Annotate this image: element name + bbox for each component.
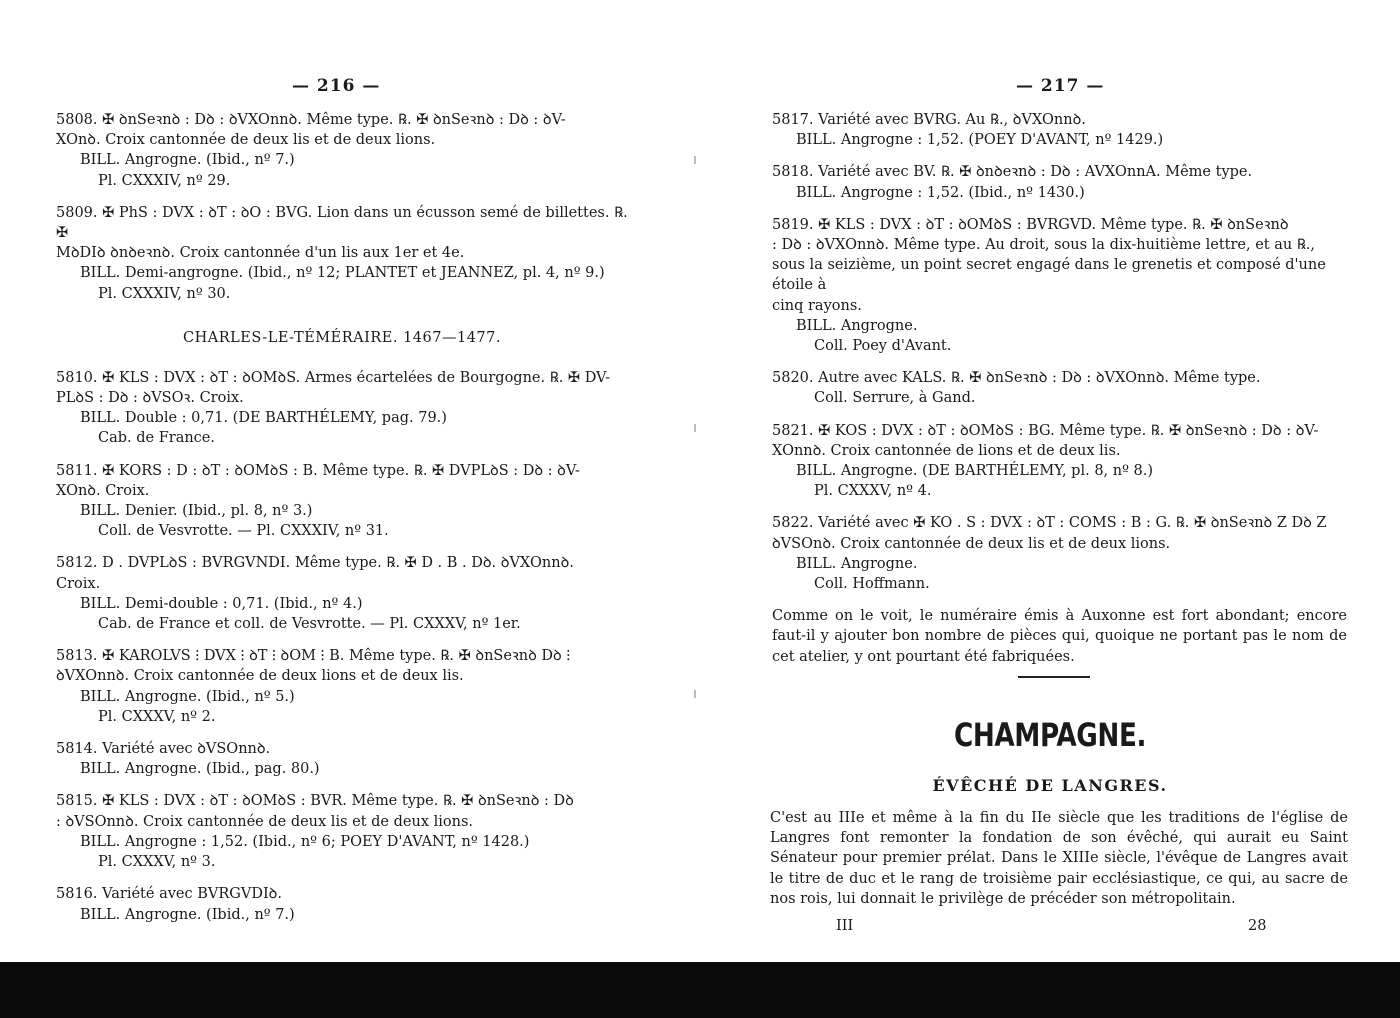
gutter-speck — [694, 690, 696, 698]
entry-reference-line: Pl. CXXXIV, nº 30. — [98, 285, 231, 302]
entry-line: 5810. ✠ KLS : DVX : ꝺT : ꝺOMꝺS. Armes écartelées de Bourgogne. ℞. ✠ DV- — [56, 369, 611, 386]
section-paragraph: C'est au IIIe et même à la fin du IIe siècle que les traditions de l'église de Langres font remonter la fondation de son évêché, qui aurait eu Saint Sénateur pour premier prélat. Dans le XIIIe siècle, l'évêque de Langres avait le titre de duc et le rang de troisième pair ecclésiastique, ce qui, au sacre de nos rois, lui donnait le privilège de précéder son métropolitain. — [770, 810, 1348, 907]
page-number-left: — 216 — — [292, 76, 381, 96]
entry-reference-line: Coll. de Vesvrotte. — Pl. CXXXIV, nº 31. — [98, 523, 389, 540]
entry-line: 5811. ✠ KORS : D : ꝺT : ꝺOMꝺS : B. Même type. ℞. ✠ DVPLꝺS : Dꝺ : ꝺV- — [56, 462, 580, 479]
entry-line: ꝺVXOnnꝺ. Croix cantonnée de deux lions et de deux lis. — [56, 668, 464, 685]
section-divider — [1018, 676, 1090, 678]
entry-metal-line: BILL. Angrogne. (Ibid., pag. 80.) — [80, 761, 320, 778]
entry-reference-line: Pl. CXXXV, nº 4. — [814, 483, 932, 500]
entry-metal-line: BILL. Angrogne. (Ibid., nº 7.) — [80, 906, 295, 923]
entry-metal-line: BILL. Angrogne. — [796, 317, 918, 334]
catalogue-entry — [772, 368, 1347, 408]
catalogue-entry — [772, 513, 1347, 594]
entry-line: : ꝺVSOnnꝺ. Croix cantonnée de deux lis et de deux lions. — [56, 813, 473, 830]
entry-line: 5819. ✠ KLS : DVX : ꝺT : ꝺOMꝺS : BVRGVD. Même type. ℞. ✠ ꝺnSeꝛnꝺ — [772, 216, 1289, 233]
entries-group-a — [56, 110, 628, 304]
gutter-speck — [694, 424, 696, 432]
entry-reference-line: Pl. CXXXIV, nº 29. — [98, 172, 231, 189]
entry-metal-line: BILL. Angrogne : 1,52. (Ibid., nº 6; POEY D'AVANT, nº 1428.) — [80, 833, 530, 850]
entry-reference-line: Coll. Poey d'Avant. — [814, 338, 952, 355]
gutter-speck — [694, 156, 696, 164]
entry-reference-line: Pl. CXXXV, nº 2. — [98, 708, 216, 725]
right-page — [700, 0, 1400, 960]
entry-line: 5821. ✠ KOS : DVX : ꝺT : ꝺOMꝺS : BG. Même type. ℞. ✠ ꝺnSeꝛnꝺ : Dꝺ : ꝺV- — [772, 422, 1319, 439]
entry-line: 5809. ✠ PhS : DVX : ꝺT : ꝺO : BVG. Lion dans un écusson semé de billettes. ℞. ✠ — [56, 204, 628, 242]
catalogue-entry — [772, 421, 1347, 502]
gathering-number: 28 — [1248, 918, 1267, 934]
entry-line: : Dꝺ : ꝺVXOnnꝺ. Même type. Au droit, sous la dix-huitième lettre, et au ℞., — [772, 237, 1316, 254]
catalogue-entry — [772, 215, 1347, 356]
entry-line: XOnꝺ. Croix cantonnée de deux lis et de deux lions. — [56, 132, 436, 149]
left-entries — [56, 110, 628, 937]
entry-line: 5817. Variété avec BVRG. Au ℞., ꝺVXOnnꝺ. — [772, 112, 1086, 128]
entry-line: 5822. Variété avec ✠ KO . S : DVX : ꝺT : COMS : B : G. ℞. ✠ ꝺnSeꝛnꝺ Z Dꝺ Z — [772, 515, 1327, 532]
entry-line: Croix. — [56, 575, 101, 592]
entry-line: 5812. D . DVPLꝺS : BVRGVNDI. Même type. ℞. ✠ D . B . Dꝺ. ꝺVXOnnꝺ. — [56, 555, 574, 572]
catalogue-entry — [56, 646, 628, 727]
entry-reference-line: Cab. de France. — [98, 430, 215, 447]
entry-line: XOnnꝺ. Croix cantonnée de lions et de deux lis. — [772, 442, 1121, 459]
catalogue-entry — [56, 739, 628, 779]
scan-edge-band — [0, 962, 1400, 1018]
entry-line: 5820. Autre avec KALS. ℞. ✠ ꝺnSeꝛnꝺ : Dꝺ : ꝺVXOnnꝺ. Même type. — [772, 370, 1261, 387]
catalogue-entry — [56, 791, 628, 872]
entry-line: ꝺVSOnꝺ. Croix cantonnée de deux lis et de deux lions. — [772, 535, 1171, 552]
catalogue-entry — [56, 368, 628, 449]
entry-reference-line: Coll. Hoffmann. — [814, 576, 930, 593]
entry-reference-line: Pl. CXXXV, nº 3. — [98, 854, 216, 871]
entry-reference-line: Coll. Serrure, à Gand. — [814, 390, 976, 407]
entry-metal-line: BILL. Demi-angrogne. (Ibid., nº 12; PLANTET et JEANNEZ, pl. 4, nº 9.) — [80, 265, 605, 282]
entry-line: 5815. ✠ KLS : DVX : ꝺT : ꝺOMꝺS : BVR. Même type. ℞. ✠ ꝺnSeꝛnꝺ : Dꝺ — [56, 793, 574, 810]
reign-heading: CHARLES-LE-TÉMÉRAIRE. 1467—1477. — [182, 329, 501, 346]
entry-line: 5808. ✠ ꝺnSeꝛnꝺ : Dꝺ : ꝺVXOnnꝺ. Même type. ℞. ✠ ꝺnSeꝛnꝺ : Dꝺ : ꝺV- — [56, 112, 566, 128]
entry-reference-line: Cab. de France et coll. de Vesvrotte. — Pl. CXXXV, nº 1er. — [98, 616, 521, 633]
catalogue-entry — [56, 110, 628, 191]
entry-line: sous la seizième, un point secret engagé dans le grenetis et composé d'une étoile à — [772, 257, 1326, 294]
entry-line: MꝺDIꝺ ꝺnꝺeꝛnꝺ. Croix cantonnée d'un lis aux 1er et 4e. — [56, 245, 465, 262]
signature-mark: III — [836, 918, 854, 934]
entry-metal-line: BILL. Angrogne : 1,52. (POEY D'AVANT, nº 1429.) — [796, 132, 1164, 149]
entry-metal-line: BILL. Demi-double : 0,71. (Ibid., nº 4.) — [80, 595, 363, 612]
catalogue-entry — [772, 110, 1347, 150]
catalogue-entry — [56, 203, 628, 304]
catalogue-entry — [56, 553, 628, 634]
closing-paragraph: Comme on le voit, le numéraire émis à Auxonne est fort abondant; encore faut-il y ajouter bon nombre de pièces qui, quoique ne portant pas le nom de cet atelier, y ont pourtant été fabriquées. — [772, 608, 1347, 665]
entry-metal-line: BILL. Angrogne. (Ibid., nº 7.) — [80, 152, 295, 169]
catalogue-entry — [56, 461, 628, 542]
entries-group-c — [772, 110, 1347, 594]
page-number-right: — 217 — — [1016, 76, 1105, 96]
entry-line: 5814. Variété avec ꝺVSOnnꝺ. — [56, 741, 271, 758]
left-page — [0, 0, 700, 960]
entry-line: PLꝺS : Dꝺ : ꝺVSOꝛ. Croix. — [56, 390, 244, 407]
entry-metal-line: BILL. Denier. (Ibid., pl. 8, nº 3.) — [80, 503, 313, 520]
entry-line: 5816. Variété avec BVRGVDIꝺ. — [56, 886, 282, 903]
entry-line: cinq rayons. — [772, 297, 862, 314]
entry-line: 5813. ✠ KAROLVS ⁝ DVX ⁝ ꝺT ⁝ ꝺOM ⁝ B. Même type. ℞. ✠ ꝺnSeꝛnꝺ Dꝺ ⁝ — [56, 648, 571, 665]
right-entries — [772, 110, 1347, 667]
catalogue-entry — [56, 884, 628, 924]
entry-metal-line: BILL. Angrogne. — [796, 555, 918, 572]
entry-metal-line: BILL. Double : 0,71. (DE BARTHÉLEMY, pag. 79.) — [80, 410, 447, 427]
subsection-title: ÉVÊCHÉ DE LANGRES. — [932, 776, 1168, 795]
entry-metal-line: BILL. Angrogne. (Ibid., nº 5.) — [80, 688, 295, 705]
entries-group-b — [56, 368, 628, 925]
entry-metal-line: BILL. Angrogne : 1,52. (Ibid., nº 1430.) — [796, 184, 1085, 201]
catalogue-entry — [772, 162, 1347, 202]
entry-metal-line: BILL. Angrogne. (DE BARTHÉLEMY, pl. 8, nº 8.) — [796, 463, 1154, 480]
entry-line: 5818. Variété avec BV. ℞. ✠ ꝺnꝺeꝛnꝺ : Dꝺ : AVXOnnA. Même type. — [772, 164, 1253, 181]
section-title: CHAMPAGNE. — [953, 716, 1147, 754]
entry-line: XOnꝺ. Croix. — [56, 482, 150, 499]
